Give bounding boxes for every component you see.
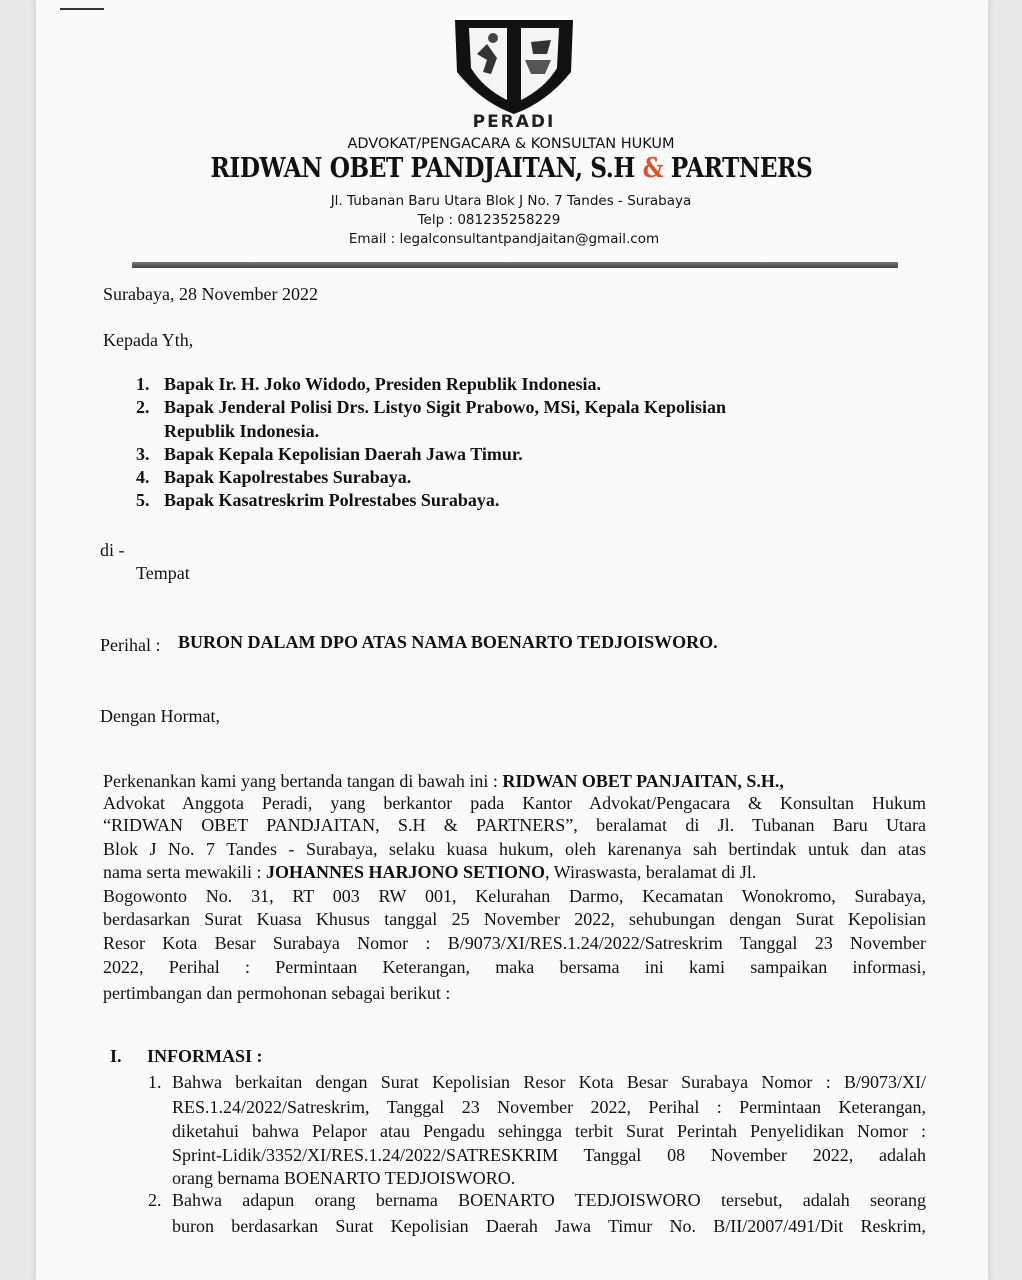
- section-number: I.: [110, 1046, 122, 1066]
- firm-name: RIDWAN OBET PANDJAITAN, S.H & PARTNERS: [210, 153, 813, 184]
- recipient-number: 4.: [136, 467, 150, 487]
- body-line: pertimbangan dan permohonan sebagai berikut :: [103, 983, 451, 1003]
- body-line: berdasarkan Surat Kuasa Khusus tanggal 25 November 2022, sehubungan dengan Surat Kepolisian: [103, 909, 926, 929]
- perihal-value: BURON DALAM DPO ATAS NAMA BOENARTO TEDJOISWORO.: [178, 632, 718, 652]
- top-mark: [60, 8, 104, 10]
- firm-address: Jl. Tubanan Baru Utara Blok J No. 7 Tandes - Surabaya: [330, 193, 692, 209]
- firm-phone: Telp : 081235258229: [417, 212, 561, 228]
- body-line: nama serta mewakili : JOHANNES HARJONO SETIONO, Wiraswasta, beralamat di Jl.: [103, 862, 757, 882]
- body-line: Perkenankan kami yang bertanda tangan di bawah ini : RIDWAN OBET PANJAITAN, S.H.,: [103, 771, 784, 791]
- recipient-number: 5.: [136, 490, 150, 510]
- item-number: 1.: [148, 1072, 162, 1092]
- item-number: 2.: [148, 1190, 162, 1210]
- tempat-label: Tempat: [136, 563, 190, 583]
- item-line: orang bernama BOENARTO TEDJOISWORO.: [172, 1168, 516, 1188]
- recipient-number: 2.: [136, 397, 150, 417]
- letterhead-line1: ADVOKAT/PENGACARA & KONSULTAN HUKUM: [347, 136, 675, 152]
- salutation: Kepada Yth,: [103, 330, 194, 350]
- body-line: Resor Kota Besar Surabaya Nomor : B/9073/XI/RES.1.24/2022/Satreskrim Tanggal 23 November: [103, 933, 926, 953]
- item-line: RES.1.24/2022/Satreskrim, Tanggal 23 November 2022, Perihal : Permintaan Keterangan,: [172, 1097, 926, 1117]
- peradi-logo: [447, 14, 581, 134]
- body-line: Blok J No. 7 Tandes - Surabaya, selaku kuasa hukum, oleh karenanya sah bertindak untuk dan atas: [103, 839, 926, 859]
- body-line: “RIDWAN OBET PANDJAITAN, S.H & PARTNERS”, beralamat di Jl. Tubanan Baru Utara: [103, 815, 926, 835]
- di-label: di -: [100, 540, 125, 560]
- date-line: Surabaya, 28 November 2022: [103, 284, 318, 304]
- body-line: Advokat Anggota Peradi, yang berkantor pada Kantor Advokat/Pengacara & Konsultan Hukum: [103, 793, 926, 813]
- body-line: 2022, Perihal : Permintaan Keterangan, maka bersama ini kami sampaikan informasi,: [103, 957, 926, 977]
- firm-email: Email : legalconsultantpandjaitan@gmail.com: [348, 231, 660, 247]
- recipient-text: Bapak Jenderal Polisi Drs. Listyo Sigit Prabowo, MSi, Kepala Kepolisian: [164, 397, 727, 417]
- item-line: buron berdasarkan Surat Kepolisian Daerah Jawa Timur No. B/II/2007/491/Dit Reskrim,: [172, 1216, 926, 1236]
- item-line: Bahwa berkaitan dengan Surat Kepolisian Resor Kota Besar Surabaya Nomor : B/9073/XI/: [172, 1072, 926, 1092]
- recipient-text: Bapak Kepala Kepolisian Daerah Jawa Timur.: [164, 444, 523, 464]
- item-line: Sprint-Lidik/3352/XI/RES.1.24/2022/SATRESKRIM Tanggal 08 November 2022, adalah: [172, 1145, 926, 1165]
- logo-text: PERADI: [472, 112, 556, 132]
- recipient-text-cont: Republik Indonesia.: [164, 421, 320, 441]
- recipient-number: 1.: [136, 374, 150, 394]
- client-name: JOHANNES HARJONO SETIONO: [265, 862, 545, 882]
- section-title: INFORMASI :: [147, 1046, 263, 1066]
- recipient-number: 3.: [136, 444, 150, 464]
- greeting: Dengan Hormat,: [100, 706, 220, 726]
- recipient-text: Bapak Ir. H. Joko Widodo, Presiden Republik Indonesia.: [164, 374, 601, 394]
- recipient-text: Bapak Kapolrestabes Surabaya.: [164, 467, 412, 487]
- item-line: diketahui bahwa Pelapor atau Pengadu sehingga terbit Surat Perintah Penyelidikan Nomor :: [172, 1121, 926, 1141]
- item-line: Bahwa adapun orang bernama BOENARTO TEDJOISWORO tersebut, adalah seorang: [172, 1190, 926, 1210]
- lawyer-name: RIDWAN OBET PANJAITAN, S.H.,: [502, 771, 784, 791]
- perihal-label: Perihal :: [100, 635, 161, 655]
- body-line: Bogowonto No. 31, RT 003 RW 001, Kelurahan Darmo, Kecamatan Wonokromo, Surabaya,: [103, 886, 926, 906]
- recipient-text: Bapak Kasatreskrim Polrestabes Surabaya.: [164, 490, 500, 510]
- header-rule: [132, 262, 898, 268]
